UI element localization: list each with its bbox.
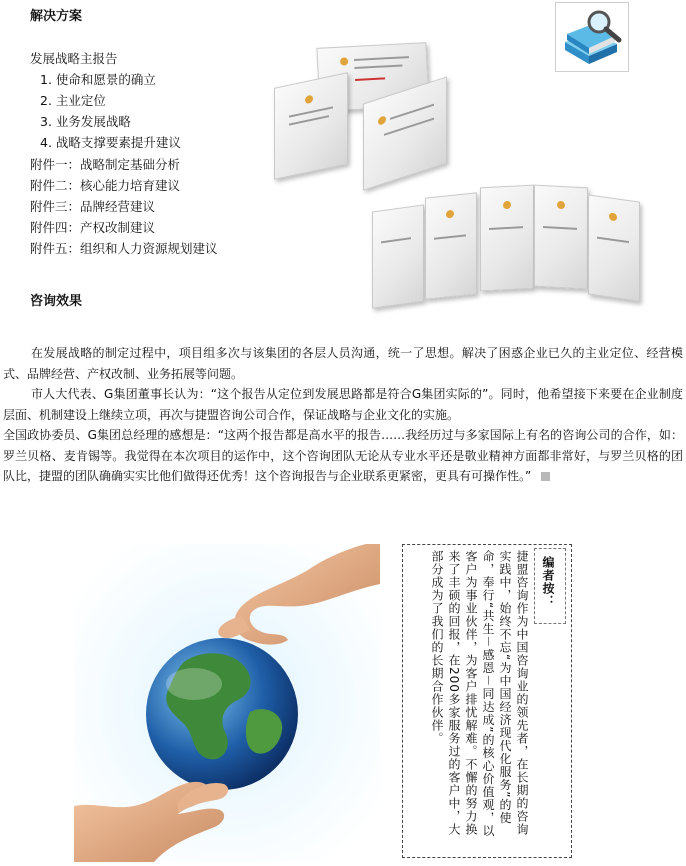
effect-body — [3, 343, 683, 487]
editor-note-label: 编者按： — [541, 556, 555, 608]
solution-title: 解决方案 — [30, 9, 83, 24]
effect-title: 咨询效果 — [30, 294, 83, 309]
annex-list — [30, 154, 218, 259]
end-square-icon — [541, 472, 550, 481]
report-item-list — [40, 69, 181, 153]
paragraph-text: 全国政协委员、G集团总经理的感想是：“这两个报告都是高水平的报告……我经历过与多家国际上有名的咨询公司的合作，如：罗兰贝格、麦肯锡等。我觉得在本次项目的运作中，这个咨询团队无论从专业水平还是敬业精神方面都非常好，与罗兰贝格的团队比，捷盟的团队确确实实比他们做得还优秀！这个咨询报告与企业联系更紧密，更具有可操作性。” — [3, 428, 683, 483]
list-item: 4. 战略支撑要素提升建议 — [40, 135, 181, 150]
report-photo-upper — [268, 40, 458, 175]
list-item: 附件一：战略制定基础分析 — [30, 157, 181, 172]
globe-hands-illustration — [74, 544, 380, 862]
list-item: 附件二：核心能力培育建议 — [30, 178, 181, 193]
paragraph — [3, 425, 683, 487]
book-magnifier-icon — [555, 2, 629, 72]
list-item: 附件四：产权改制建议 — [30, 220, 156, 235]
list-item: 3. 业务发展战略 — [40, 114, 131, 129]
list-item: 附件三：品牌经营建议 — [30, 199, 156, 214]
list-item: 2. 主业定位 — [40, 93, 106, 108]
main-report-title: 发展战略主报告 — [30, 51, 118, 66]
list-item: 附件五：组织和人力资源规划建议 — [30, 241, 218, 256]
editor-note-body: 捷盟咨询作为中国咨询业的领先者，在长期的咨询实践中，始终不忘“为中国经济现代化服务”的使命，奉行“共生－感恩－同达成”的核心价值观，以客户为事业伙伴，为客户排忧解难。不懈的努力换来了丰硕的回报，在200多家服务过的客户中，大部分成为了我们的长期合作伙伴。 — [430, 550, 529, 838]
list-item: 1. 使命和愿景的确立 — [40, 72, 156, 87]
paragraph: 市人大代表、G集团董事长认为：“这个报告从定位到发展思路都是符合G集团实际的”。同时，他希望接下来要在企业制度层面、机制建设上继续立项，再次与捷盟咨询公司合作，保证战略与企业文化的实施。 — [3, 387, 683, 422]
paragraph: 在发展战略的制定过程中，项目组多次与该集团的各层人员沟通，统一了思想。解决了困惑企业已久的主业定位、经营模式、品牌经营、产权改制、业务拓展等问题。 — [3, 346, 683, 381]
report-photo-lower — [370, 180, 645, 310]
